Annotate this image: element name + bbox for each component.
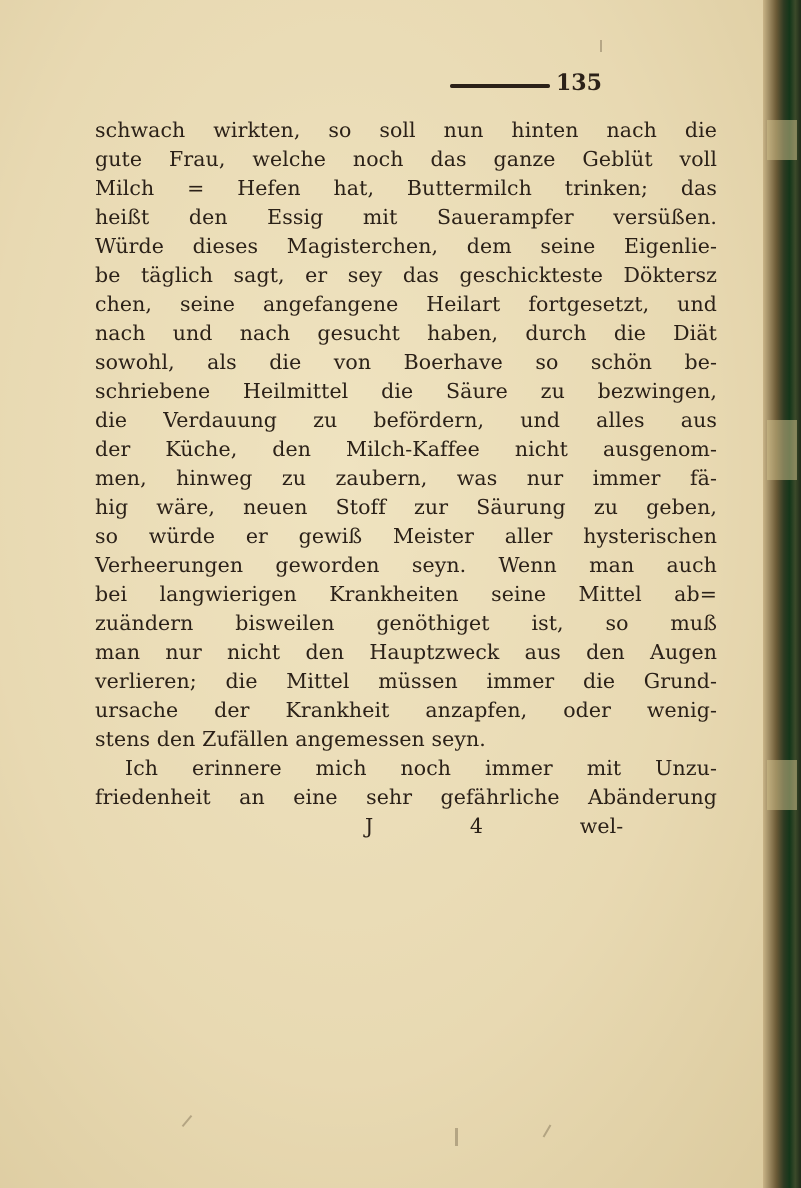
body-text xyxy=(95,116,717,841)
book-binding-edge xyxy=(763,0,801,1188)
text-line: gute Frau, welche noch das ganze Geblüt voll xyxy=(95,147,717,171)
catchword: wel- xyxy=(579,814,624,838)
signature-line xyxy=(95,812,717,841)
signature-mark: J 4 xyxy=(365,814,484,838)
text-line: stens den Zufällen angemessen seyn. xyxy=(95,727,486,751)
text-line: zuändern bisweilen genöthiget ist, so muß xyxy=(95,611,717,635)
text-line: friedenheit an eine sehr gefährliche Abänderung xyxy=(95,785,717,809)
text-line: be täglich sagt, er sey das geschickteste Döktersz xyxy=(95,263,717,287)
text-line: Würde dieses Magisterchen, dem seine Eigenlie- xyxy=(95,234,717,258)
text-line: man nur nicht den Hauptzweck aus den Augen xyxy=(95,640,717,664)
text-line: chen, seine angefangene Heilart fortgesetzt, und xyxy=(95,292,717,316)
text-line: heißt den Essig mit Sauerampfer versüßen. xyxy=(95,205,717,229)
text-line: so würde er gewiß Meister aller hysterischen xyxy=(95,524,717,548)
text-line: sowohl, als die von Boerhave so schön be- xyxy=(95,350,717,374)
text-line: die Verdauung zu befördern, und alles aus xyxy=(95,408,717,432)
text-line: schriebene Heilmittel die Säure zu bezwingen, xyxy=(95,379,717,403)
text-line: Ich erinnere mich noch immer mit Unzu- xyxy=(125,756,717,780)
text-line: ursache der Krankheit anzapfen, oder wenig- xyxy=(95,698,717,722)
text-line: men, hinweg zu zaubern, was nur immer fä- xyxy=(95,466,717,490)
text-line: Verheerungen geworden seyn. Wenn man auch xyxy=(95,553,717,577)
text-line: Milch = Hefen hat, Buttermilch trinken; das xyxy=(95,176,717,200)
text-line: der Küche, den Milch-Kaffee nicht ausgenom- xyxy=(95,437,717,461)
page-number: 135 xyxy=(556,70,602,96)
text-line: schwach wirkten, so soll nun hinten nach die xyxy=(95,118,717,142)
header-rule xyxy=(450,84,550,88)
text-line: verlieren; die Mittel müssen immer die Grund- xyxy=(95,669,717,693)
text-line: nach und nach gesucht haben, durch die Diät xyxy=(95,321,717,345)
text-line: hig wäre, neuen Stoff zur Säurung zu geben, xyxy=(95,495,717,519)
text-line: bei langwierigen Krankheiten seine Mittel ab= xyxy=(95,582,717,606)
